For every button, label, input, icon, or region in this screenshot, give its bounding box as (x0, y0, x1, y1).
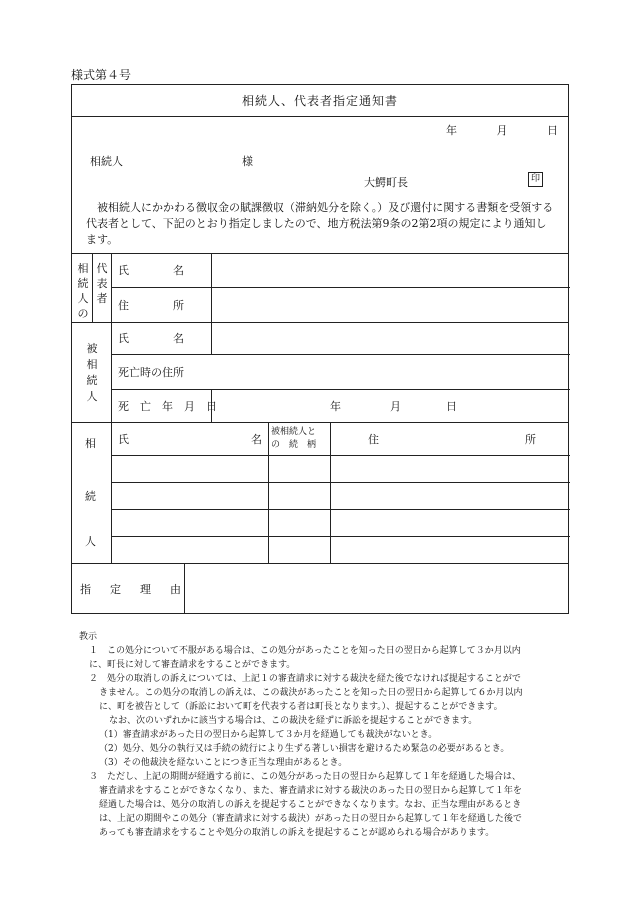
notice-item-1: １ この処分について不服がある場合は、この処分があったことを知った日の翌日から起算して３か月以内 に、町長に対して審査請求をすることができます。 (89, 646, 521, 670)
issue-date (446, 122, 558, 138)
date-year: 年 (446, 124, 457, 137)
decedent-date-day: 日 (446, 400, 457, 413)
issuer: 大鰐町長 (364, 176, 408, 189)
reason-label: 指 定 理 由 (80, 582, 185, 596)
decedent-date-month: 月 (390, 400, 401, 413)
addressee-label: 相続人 (90, 155, 123, 168)
heirs-label-2: 続 (85, 490, 96, 503)
addressee-honorific: 様 (242, 155, 253, 168)
decedent-date-year: 年 (330, 400, 341, 413)
representative-name-field[interactable] (212, 254, 569, 287)
decedent-address-label: 死亡時の住所 (118, 365, 184, 379)
heirs-header-relation: 被相続人と の 続 柄 (271, 427, 317, 450)
form-number: 様式第４号 (71, 68, 132, 82)
representative-name-label: 氏 名 (118, 264, 184, 277)
representative-label-col2: 代 表 者 (96, 262, 108, 305)
decedent-address-field[interactable] (232, 355, 569, 389)
notice-item-2: ２ 処分の取消しの訴えについては、上記１の審査請求に対する裁決を経た後でなければ提起することがで きません。この処分の取消しの訴えは、この裁決があったことを知った日の翌日から起算して６か月以内 に、町を被告として（訴訟において町を代表する者は町長となります。）、提起することができます。 なお、次のいずれかに該当する場合は、この裁決を経ずに訴訟を提起することができます。 （1）審査請求があった日の翌日から起算して３か月を経過しても裁決がないとき。 （2）処分、処分の執行又は手続の続行により生ずる著しい損害を避けるため緊急の必要があるとき。 （3）その他裁決を経ないことにつき正当な理由があるとき。 (89, 674, 523, 768)
heir-row-3[interactable] (112, 510, 569, 536)
seal-mark: 印 (528, 172, 543, 187)
header-area (72, 116, 568, 253)
representative-address-label: 住 所 (118, 298, 184, 312)
heirs-label-1: 相 (85, 437, 96, 450)
reason-field[interactable] (185, 564, 569, 614)
appeal-notice (79, 630, 569, 840)
heir-row-4[interactable] (112, 537, 569, 563)
date-month: 月 (496, 124, 508, 137)
decedent-name-label: 氏 名 (118, 332, 184, 345)
heir-row-1[interactable] (112, 456, 569, 482)
notice-label: 教示 (79, 632, 98, 642)
decedent-label: 被 相 続 人 (86, 342, 98, 403)
notice-body: 被相続人にかかわる徴収金の賦課徴収（滞納処分を除く。）及び還付に関する書類を受領する代表者として、下記のとおり指定しましたので、地方税法第9条の2第2項の規定により通知します。 (86, 201, 554, 246)
date-day: 日 (547, 124, 558, 137)
heirs-label-3: 人 (85, 535, 96, 548)
addressee (90, 153, 253, 169)
heirs-header-address: 住 所 (368, 432, 536, 446)
representative-address-field[interactable] (212, 288, 569, 322)
heir-row-2[interactable] (112, 483, 569, 509)
notice-form (71, 84, 569, 614)
decedent-name-field[interactable] (212, 323, 569, 354)
representative-label-col1: 相 続 人 の (77, 262, 89, 320)
notice-item-3: ３ ただし、上記の期間が経過する前に、この処分があった日の翌日から起算して１年を経過した場合は、 審査請求をすることができなくなり、また、審査請求に対する裁決のあった日の翌日から起算して１年を 経過した場合は、処分の取消しの訴えを提起することができなくなります。なお、正当な理由があるとき は、上記の期間やこの処分（審査請求に対する裁決）があった日の翌日から起算して１年を経過した後で あっても審査請求をすることや処分の取消しの訴えを提起することが認められる場合があります。 (89, 772, 522, 838)
decedent-date-label: 死 亡 年 月 日 (118, 399, 217, 413)
heirs-header-name: 氏 名 (118, 432, 262, 446)
form-title: 相続人、代表者指定通知書 (72, 85, 568, 117)
decedent-date-field[interactable] (212, 390, 569, 422)
